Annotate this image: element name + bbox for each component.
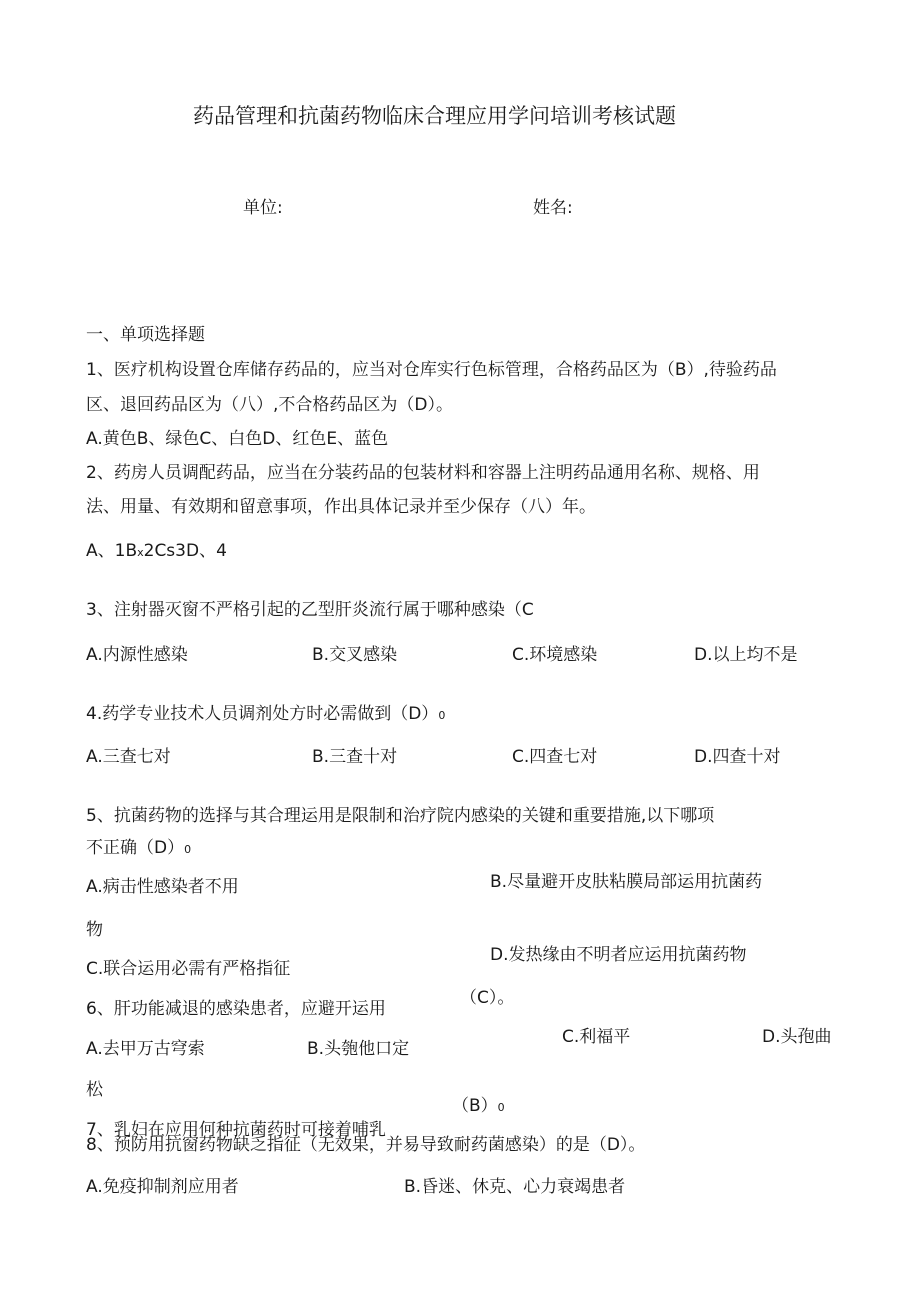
page-title: 药品管理和抗菌药物临床合理应用学问培训考核试题 [193, 104, 676, 128]
question-5-option-d: D.发热缘由不明者应运用抗菌药物 [490, 945, 747, 965]
question-7-clipped-text: 7、乳妇在应用何种抗菌药时可接着哺乳 [86, 1120, 386, 1140]
unit-label: 单位: [243, 198, 283, 218]
question-4-option-d: D.四查十对 [694, 747, 781, 767]
question-2-line-2: 法、用量、有效期和留意事项，作出具体记录并至少保存（八）年。 [86, 497, 596, 517]
name-label: 姓名: [533, 198, 573, 218]
question-6-option-d-cont: 松 [86, 1080, 103, 1100]
question-1-line-2: 区、退回药品区为（八）,不合格药品区为（D）。 [86, 395, 453, 415]
question-4-text [86, 703, 445, 727]
question-6-option-d: D.头孢曲 [762, 1027, 832, 1047]
question-5-line-2-main: 不正确（D） [86, 838, 185, 858]
question-2-line-1: 2、药房人员调配药品，应当在分装药品的包装材料和容器上注明药品通用名称、规格、用 [86, 463, 760, 483]
question-6-text: 6、肝功能减退的感染患者，应避开运用 [86, 999, 386, 1019]
question-8-option-a: A.免疫抑制剂应用者 [86, 1177, 239, 1197]
question-8-option-b: B.昏迷、休克、心力衰竭患者 [404, 1177, 626, 1197]
question-3-option-c: C.环境感染 [512, 645, 598, 665]
question-5-option-b: B.尽量避开皮肤粘膜局部运用抗菌药 [490, 872, 763, 892]
question-1-line-1: 1、医疗机构设置仓库储存药品的，应当对仓库实行色标管理，合格药品区为（B）,待验药品 [86, 360, 777, 380]
question-4-main: 4.药学专业技术人员调剂处方时必需做到（D） [86, 704, 439, 724]
question-3-option-a: A.内源性感染 [86, 645, 188, 665]
section-heading: 一、单项选择题 [86, 325, 205, 345]
question-5-option-b-cont: 物 [86, 920, 103, 940]
question-3-option-b: B.交叉感染 [312, 645, 398, 665]
question-2-options [86, 540, 227, 564]
question-2-options-rest: 2Cs3D、4 [143, 541, 227, 561]
question-2-options-sub: x [137, 546, 144, 559]
question-4-suffix: 0 [438, 709, 446, 722]
question-3-option-d: D.以上均不是 [694, 645, 798, 665]
question-5-suffix: 0 [184, 843, 192, 856]
question-6-option-b: B.头匏他口定 [307, 1039, 410, 1059]
question-4-option-c: C.四查七对 [512, 747, 598, 767]
question-1-options: A.黄色B、绿色C、白色D、红色E、蓝色 [86, 429, 389, 449]
question-5-option-a: A.病击性感染者不用 [86, 877, 239, 897]
question-6-option-a: A.去甲万古穹索 [86, 1039, 205, 1059]
question-7-answer [452, 1095, 505, 1119]
question-4-option-b: B.三查十对 [312, 747, 398, 767]
question-5-option-c: C.联合运用必需有严格指征 [86, 959, 291, 979]
question-6-answer: （C）。 [460, 988, 515, 1008]
question-6-option-c: C.利福平 [562, 1027, 631, 1047]
question-5-line-2 [86, 837, 191, 861]
question-8-text: 8、预防用抗窗药物缺乏指征（无效果，并易导致耐药菌感染）的是（D）。 [86, 1135, 646, 1155]
question-2-options-a: A、1B [86, 541, 138, 561]
question-7-suffix: 0 [497, 1101, 505, 1114]
question-4-option-a: A.三查七对 [86, 747, 171, 767]
question-3-text: 3、注射器灭窗不严格引起的乙型肝炎流行属于哪种感染（C [86, 600, 534, 620]
question-5-line-1: 5、抗菌药物的选择与其合理运用是限制和治疗院内感染的关键和重要措施,以下哪项 [86, 806, 715, 826]
question-7-answer-main: （B） [452, 1096, 498, 1116]
